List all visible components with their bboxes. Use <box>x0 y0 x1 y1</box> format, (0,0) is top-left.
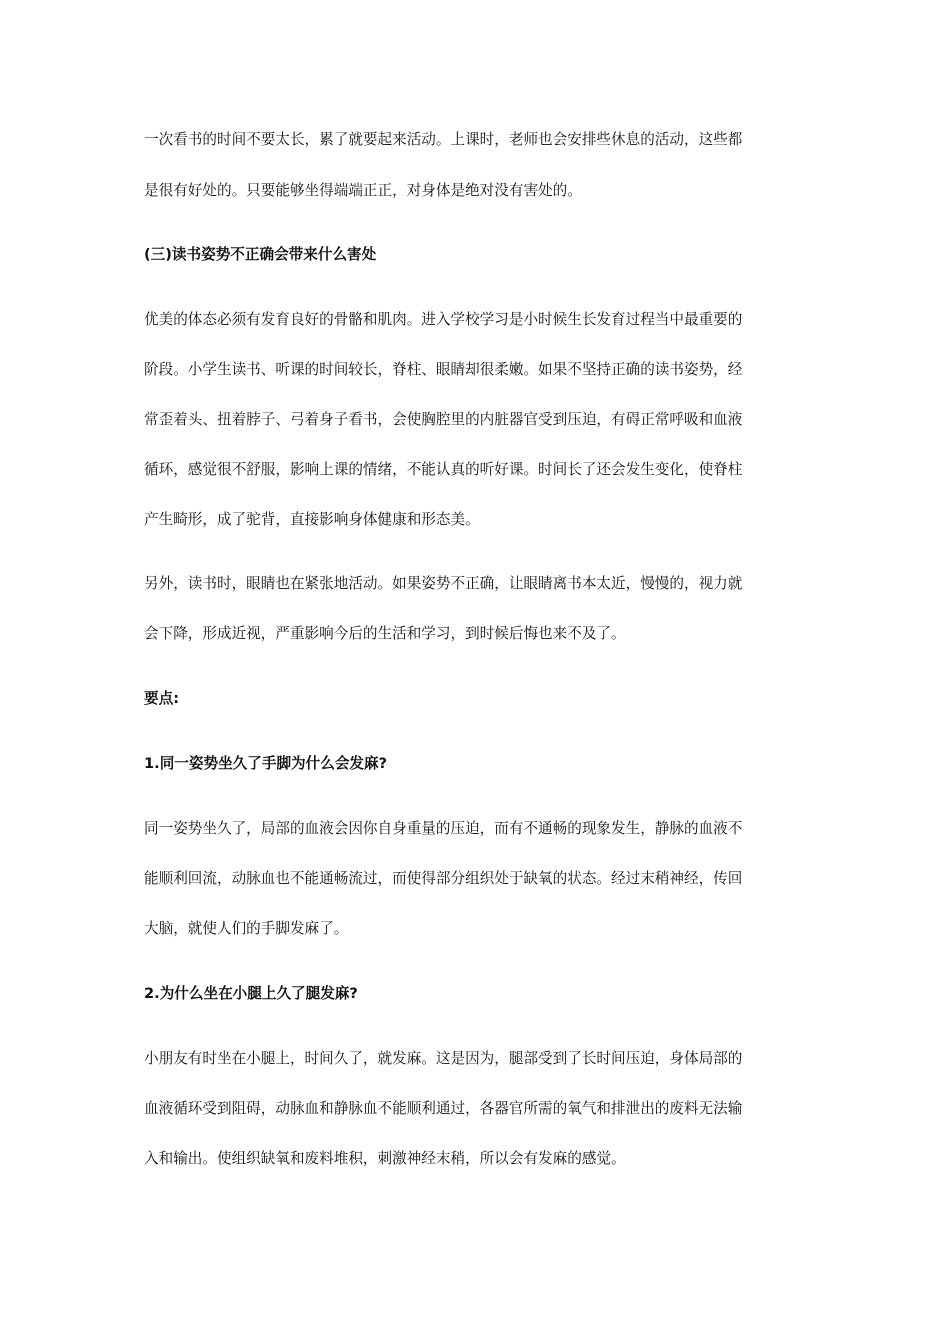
paragraph-line: 能顺利回流，动脉血也不能通畅流过，而使得部分组织处于缺氧的状态。经过末稍神经，传回 <box>144 870 743 887</box>
paragraph-line: 是很有好处的。只要能够坐得端端正正，对身体是绝对没有害处的。 <box>144 182 582 199</box>
paragraph-line: 同一姿势坐久了，局部的血液会因你自身重量的压迫，而有不通畅的现象发生，静脉的血液不 <box>144 820 743 837</box>
paragraph-line: 产生畸形，成了驼背，直接影响身体健康和形态美。 <box>144 511 480 528</box>
paragraph-line: 大脑，就使人们的手脚发麻了。 <box>144 920 349 937</box>
paragraph-line: 会下降，形成近视，严重影响今后的生活和学习，到时候后悔也来不及了。 <box>144 625 626 642</box>
paragraph-line: 另外，读书时，眼睛也在紧张地活动。如果姿势不正确，让眼睛离书本太近，慢慢的，视力就 <box>144 575 743 592</box>
section-heading: (三)读书姿势不正确会带来什么害处 <box>144 246 377 263</box>
paragraph-line: 循环，感觉很不舒服，影响上课的情绪，不能认真的听好课。时间长了还会发生变化，使脊柱 <box>144 461 743 478</box>
key-points-heading: 要点: <box>144 690 180 707</box>
question-heading-2: 2.为什么坐在小腿上久了腿发麻? <box>144 985 358 1002</box>
paragraph-line: 阶段。小学生读书、听课的时间较长，脊柱、眼睛却很柔嫩。如果不坚持正确的读书姿势，经 <box>144 361 743 378</box>
paragraph-line: 入和输出。使组织缺氧和废料堆积，刺激神经末稍，所以会有发麻的感觉。 <box>144 1150 626 1167</box>
paragraph-line: 血液循环受到阻碍，动脉血和静脉血不能顺利通过，各器官所需的氧气和排泄出的废料无法输 <box>144 1100 743 1117</box>
paragraph-line: 一次看书的时间不要太长，累了就要起来活动。上课时，老师也会安排些休息的活动，这些都 <box>144 131 743 148</box>
paragraph-line: 常歪着头、扭着脖子、弓着身子看书，会使胸腔里的内脏器官受到压迫，有碍正常呼吸和血液 <box>144 411 743 428</box>
question-heading-1: 1.同一姿势坐久了手脚为什么会发麻? <box>144 755 388 772</box>
paragraph-line: 小朋友有时坐在小腿上，时间久了，就发麻。这是因为，腿部受到了长时间压迫，身体局部的 <box>144 1050 743 1067</box>
paragraph-line: 优美的体态必须有发育良好的骨骼和肌肉。进入学校学习是小时候生长发育过程当中最重要的 <box>144 311 743 328</box>
